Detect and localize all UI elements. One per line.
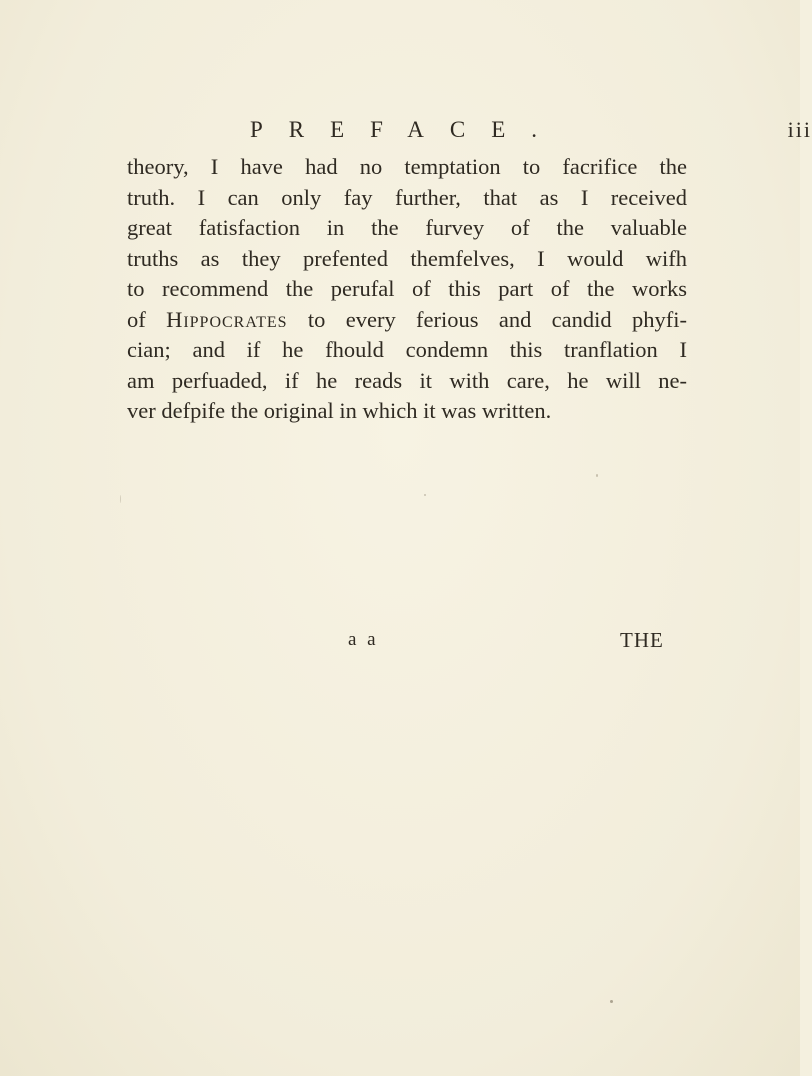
- text-fragment: to every ferious and candid phyfi-: [287, 306, 687, 332]
- running-title: PREFACE.: [250, 117, 564, 142]
- signature-mark: a a: [348, 629, 379, 650]
- body-paragraph: [127, 152, 687, 427]
- text-fragment: of: [127, 306, 167, 332]
- running-head: [250, 116, 812, 152]
- paper-speck: [424, 494, 426, 496]
- text-line: theory, I have had no temptation to facrifice the: [127, 154, 687, 179]
- catchword: THE: [620, 628, 664, 652]
- text-line: cian; and if he fhould condemn this tranflation I: [127, 337, 687, 362]
- paper-speck: [596, 474, 598, 477]
- text-line: ver defpife the original in which it was written.: [127, 398, 552, 423]
- text-line: great fatisfaction in the furvey of the valuable: [127, 215, 687, 240]
- text-line: to recommend the perufal of this part of the works: [127, 276, 687, 301]
- page-footer: [0, 626, 800, 656]
- text-line: truth. I can only fay further, that as I received: [127, 184, 687, 210]
- text-line: am perfuaded, if he reads it with care, he will ne-: [127, 367, 687, 393]
- author-name: Hippocrates: [166, 306, 288, 332]
- text-line: truths as they prefented themfelves, I would wifh: [127, 245, 687, 271]
- text-line: [127, 305, 687, 336]
- paper-speck: [120, 495, 121, 503]
- page-number: iii: [787, 117, 812, 142]
- paper-speck: [610, 1000, 613, 1003]
